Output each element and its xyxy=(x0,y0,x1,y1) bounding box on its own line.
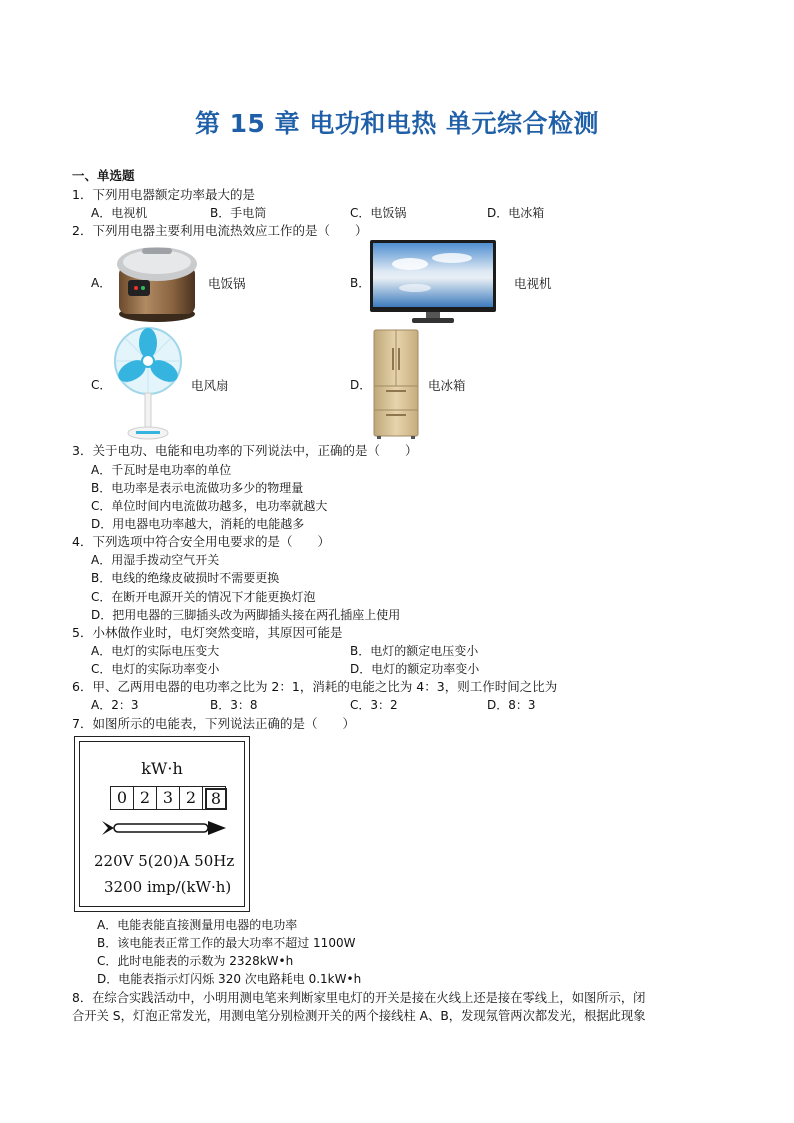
question-5-stem: 5．小林做作业时，电灯突然变暗，其原因可能是 xyxy=(72,625,343,640)
question-2-option-a-label: 电饭锅 xyxy=(208,276,246,291)
question-7-option-a[interactable]: A．电能表能直接测量用电器的电功率 xyxy=(97,918,298,932)
question-3-option-d[interactable]: D．用电器电功率越大，消耗的电能越多 xyxy=(91,517,305,531)
question-2-option-b[interactable]: B． xyxy=(350,276,371,290)
meter-digit-decimal: 8 xyxy=(205,788,227,810)
question-1-option-a[interactable]: A．电视机 xyxy=(91,206,148,220)
section-heading: 一、单选题 xyxy=(72,168,135,183)
question-5-option-b[interactable]: B．电灯的额定电压变小 xyxy=(350,644,479,658)
question-7-option-b[interactable]: B．该电能表正常工作的最大功率不超过 1100W xyxy=(97,936,356,950)
energy-meter-figure xyxy=(74,736,250,912)
question-5-option-a[interactable]: A．电灯的实际电压变大 xyxy=(91,644,220,658)
question-3-stem: 3．关于电功、电能和电功率的下列说法中，正确的是（ ） xyxy=(72,443,418,458)
question-6-option-c[interactable]: C．3：2 xyxy=(350,698,398,712)
question-2-option-c[interactable]: C． xyxy=(91,378,112,392)
question-7-stem: 7．如图所示的电能表，下列说法正确的是（ ） xyxy=(72,716,355,731)
question-1-stem: 1．下列用电器额定功率最大的是 xyxy=(72,187,255,202)
question-4-option-a[interactable]: A．用湿手拨动空气开关 xyxy=(91,553,220,567)
question-2-stem: 2．下列用电器主要利用电流热效应工作的是（ ） xyxy=(72,223,368,238)
meter-digit: 0 xyxy=(110,786,134,810)
question-3-option-a[interactable]: A．千瓦时是电功率的单位 xyxy=(91,463,232,477)
page-title: 第 15 章 电功和电热 单元综合检测 xyxy=(194,109,600,138)
question-8-line-1: 8．在综合实践活动中，小明用测电笔来判断家里电灯的开关是接在火线上还是接在零线上，如图所示，闭 xyxy=(72,991,646,1005)
question-3-option-b[interactable]: B．电功率是表示电流做功多少的物理量 xyxy=(91,481,304,495)
rice-cooker-image xyxy=(112,240,202,324)
meter-digit: 2 xyxy=(179,786,203,810)
question-2-option-d-label: 电冰箱 xyxy=(428,378,466,393)
question-7-option-c[interactable]: C．此时电能表的示数为 2328kW•h xyxy=(97,954,294,968)
question-8-line-2: 合开关 S，灯泡正常发光，用测电笔分别检测开关的两个接线柱 A、B，发现氖管两次都发光，根据此现象 xyxy=(72,1009,646,1023)
meter-digit: 3 xyxy=(156,786,180,810)
meter-spec-rating: 220V 5(20)A 50Hz xyxy=(94,852,235,870)
refrigerator-image xyxy=(370,328,422,440)
question-7-option-d[interactable]: D．电能表指示灯闪烁 320 次电路耗电 0.1kW•h xyxy=(97,972,362,986)
question-4-stem: 4．下列选项中符合安全用电要求的是（ ） xyxy=(72,534,330,549)
question-1-option-b[interactable]: B．手电筒 xyxy=(210,206,267,220)
question-2-option-a[interactable]: A． xyxy=(91,276,112,290)
meter-spec-constant: 3200 imp/(kW·h) xyxy=(104,878,232,896)
question-6-option-d[interactable]: D．8：3 xyxy=(487,698,536,712)
question-4-option-d[interactable]: D．把用电器的三脚插头改为两脚插头接在两孔插座上使用 xyxy=(91,608,401,622)
question-2-option-c-label: 电风扇 xyxy=(191,378,229,393)
question-4-option-b[interactable]: B．电线的绝缘皮破损时不需要更换 xyxy=(91,571,280,585)
question-1-option-d[interactable]: D．电冰箱 xyxy=(487,206,545,220)
question-5-option-d[interactable]: D．电灯的额定功率变小 xyxy=(350,662,480,676)
television-image xyxy=(370,240,498,326)
question-5-option-c[interactable]: C．电灯的实际功率变小 xyxy=(91,662,220,676)
question-2-option-b-label: 电视机 xyxy=(514,276,552,291)
question-6-option-b[interactable]: B．3：8 xyxy=(210,698,258,712)
question-2-option-d[interactable]: D． xyxy=(350,378,372,392)
meter-rotation-arrow-icon xyxy=(102,818,228,838)
meter-reading xyxy=(111,786,226,810)
electric-fan-image xyxy=(110,325,186,443)
question-6-option-a[interactable]: A．2：3 xyxy=(91,698,139,712)
question-3-option-c[interactable]: C．单位时间内电流做功越多，电功率就越大 xyxy=(91,499,328,513)
meter-digit: 2 xyxy=(133,786,157,810)
question-1-option-c[interactable]: C．电饭锅 xyxy=(350,206,407,220)
meter-unit-label: kW·h xyxy=(141,759,183,778)
meter-digit-decimal-box xyxy=(202,786,226,810)
question-4-option-c[interactable]: C．在断开电源开关的情况下才能更换灯泡 xyxy=(91,590,316,604)
question-6-stem: 6．甲、乙两用电器的电功率之比为 2：1，消耗的电能之比为 4：3，则工作时间之比为 xyxy=(72,679,558,694)
